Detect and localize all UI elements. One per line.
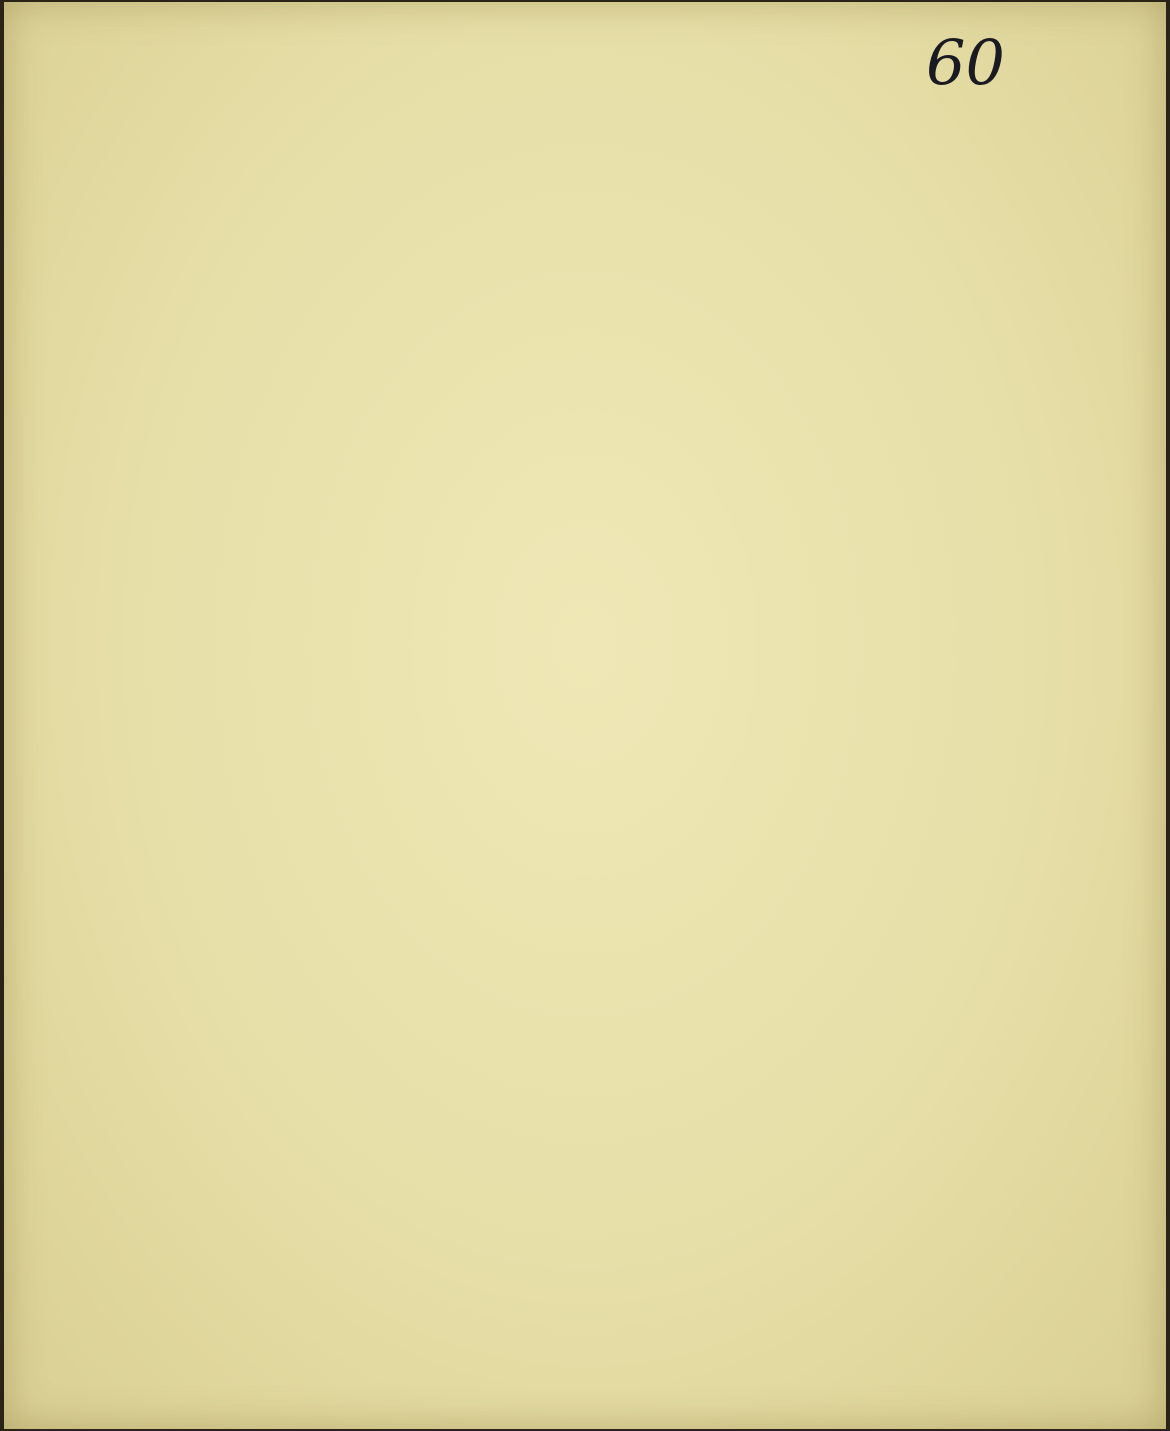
registration-card <box>4 2 1166 1429</box>
corner-number: 60 <box>926 26 1005 99</box>
